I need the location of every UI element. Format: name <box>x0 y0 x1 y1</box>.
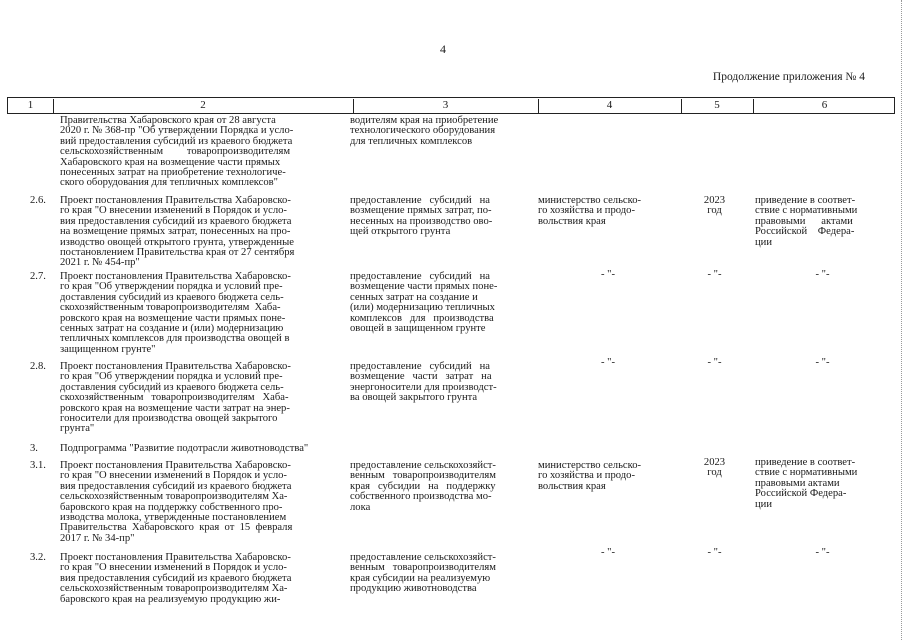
result-cell: приведение в соответ- ствие с нормативными правовыми актами Российской Федера- ции <box>755 457 858 510</box>
column-header: 6 <box>821 99 828 111</box>
column-header: 1 <box>27 99 34 111</box>
row-number: 3. <box>30 443 38 454</box>
row-number: 2.8. <box>30 361 46 372</box>
document-title-cell: Проект постановления Правительства Хабаровско- го края "О внесении изменений в Порядок и усло- вия предоставления субсидий из краевого бюджета сельскохозяйственным товаропроизводителям Ха- баровского края на реализуемую продукцию жи- <box>60 552 292 605</box>
content-cell: водителям края на приобретение технологического оборудования для тепличных комплексов <box>350 115 499 147</box>
result-cell: приведение в соответ- ствие с нормативными правовыми актами Российской Федера- ции <box>755 195 858 248</box>
content-cell: предоставление субсидий на возмещение прямых затрат, по- несенных на производство ово- щей открытого грунта <box>350 195 493 238</box>
ditto-mark: - "- <box>600 269 616 280</box>
scan-edge <box>901 0 902 640</box>
document-title-cell: Проект постановления Правительства Хабаровско- го края "О внесении изменений в Порядок и усло- вия предоставления субсидий из краевого бюджета сельскохозяйственным товаропроизводителям Ха- баровского края на поддержку собственного про- изводства молока, утвержденные постановлением Правительства Хабаровского края от 15 февраля 2017 г. № 34-пр" <box>60 460 293 544</box>
ditto-mark: - "- <box>815 547 830 558</box>
deadline-cell: 2023 год <box>703 457 726 479</box>
document-title-cell: Проект постановления Правительства Хабаровско- го края "Об утверждении порядка и условий пре- доставления субсидий из краевого бюджета сель- скохозяйственным товаропроизводителям Хаба- ровского края на возмещение части прямых поне- сенных затрат на создание и (или) модернизацию тепличных комплексов для производства овощей в защищенном грунте" <box>60 271 291 355</box>
responsible-cell: министерство сельско- го хозяйства и продо- вольствия края <box>538 460 642 492</box>
ditto-mark: - "- <box>707 547 722 558</box>
ditto-mark: - "- <box>707 269 722 280</box>
column-header: 5 <box>714 99 720 111</box>
row-number: 2.7. <box>30 271 46 282</box>
ditto-mark: - "- <box>600 547 616 558</box>
ditto-mark: - "- <box>815 269 830 280</box>
document-title-cell: Проект постановления Правительства Хабаровско- го края "О внесении изменений в Порядок и усло- вия предоставления субсидий из краевого бюджета на возмещение прямых затрат, понесенных на про- изводство овощей открытого грунта, утвержденные постановлением Правительства края от 27 сентября 2021 г. № 454-пр" <box>60 195 295 269</box>
table-header <box>7 97 895 114</box>
responsible-cell: министерство сельско- го хозяйства и продо- вольствия края <box>538 195 642 227</box>
row-number: 2.6. <box>30 195 46 206</box>
content-cell: предоставление сельскохозяйст- венным товаропроизводителям края субсидии на реализуемую продукцию животноводства <box>350 552 496 595</box>
document-title-cell: Правительства Хабаровского края от 28 августа 2020 г. № 368-пр "Об утверждении Порядка и усло- вий предоставления субсидий из краевого бюджета сельскохозяйственным товаропроизводителям Хабаровского края на возмещение части прямых понесенных затрат на приобретение технологиче- ского оборудования для тепличных комплексов" <box>60 115 294 189</box>
page-number: 4 <box>440 42 446 56</box>
continuation-label: Продолжение приложения № 4 <box>712 71 865 83</box>
column-header: 3 <box>442 99 449 111</box>
row-number: 3.2. <box>30 552 46 563</box>
deadline-cell: 2023 год <box>703 195 726 217</box>
ditto-mark: - "- <box>815 357 830 368</box>
ditto-mark: - "- <box>707 357 722 368</box>
content-cell: предоставление субсидий на возмещение части прямых поне- сенных затрат на создание и (или) модернизацию тепличных комплексов для производства овощей в защищенном грунте <box>350 271 498 335</box>
ditto-mark: - "- <box>600 357 616 368</box>
document-title-cell: Проект постановления Правительства Хабаровско- го края "Об утверждении порядка и условий пре- доставления субсидий из краевого бюджета сель- скохозяйственным товаропроизводителям Хаба- ровского края на возмещение части затрат на энер- гоносители для производства овощей закрытого грунта" <box>60 361 291 435</box>
row-number: 3.1. <box>30 460 46 471</box>
column-header: 4 <box>606 99 613 111</box>
column-header: 2 <box>200 99 206 111</box>
content-cell: предоставление сельскохозяйст- венным товаропроизводителям края субсидии на поддержку собственного производства мо- лока <box>350 460 496 513</box>
subprogram-title: Подпрограмма "Развитие подотрасли животноводства" <box>60 443 309 454</box>
content-cell: предоставление субсидий на возмещение части затрат на энергоносители для производст- ва овощей закрытого грунта <box>350 361 497 404</box>
